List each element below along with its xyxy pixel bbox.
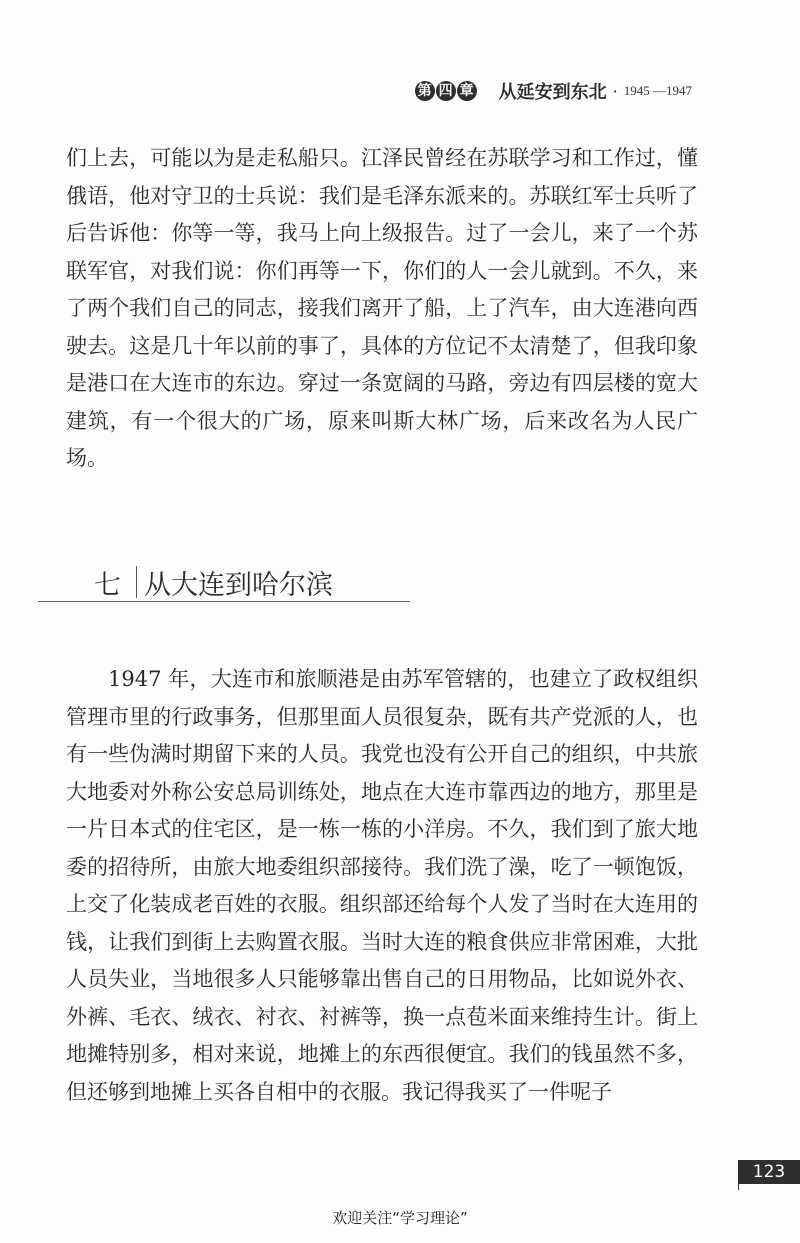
page-number-tick [738, 1184, 739, 1190]
section-number: 七 [94, 570, 121, 601]
chapter-badge [415, 81, 477, 101]
chapter-years: 1945 —1947 [623, 83, 692, 98]
section-divider [136, 566, 137, 598]
page-number: 123 [738, 1160, 800, 1184]
chapter-title: 从延安到东北 [498, 82, 607, 103]
chapter-char: 四 [436, 81, 456, 101]
chapter-char: 章 [457, 81, 477, 101]
running-header [415, 78, 692, 104]
body-paragraph-2: 1947 年，大连市和旅顺港是由苏军管辖的，也建立了政权组织管理市里的行政事务，但那里面人员很复杂，既有共产党派的人，也有一些伪满时期留下来的人员。我党也没有公开自己的组织，中共旅大地委对外称公安总局训练处，地点在大连市靠西边的地方，那里是一片日本式的住宅区，是一栋一栋的小洋房。不久，我们到了旅大地委的招待所，由旅大地委组织部接待。我们洗了澡，吃了一顿饱饭，上交了化装成老百姓的衣服。组织部还给每个人发了当时在大连用的钱，让我们到街上去购置衣服。当时大连的粮食供应非常困难，大批人员失业，当地很多人只能够靠出售自己的日用物品，比如说外衣、外裤、毛衣、绒衣、衬衣、衬裤等，换一点苞米面来维持生计。街上地摊特别多，相对来说，地摊上的东西很便宜。我们的钱虽然不多，但还够到地摊上买各自相中的衣服。我记得我买了一件呢子 [66, 667, 698, 1104]
section-title: 从大连到哈尔滨 [144, 570, 333, 601]
section-underline [38, 601, 410, 602]
body-paragraph-1: 们上去，可能以为是走私船只。江泽民曾经在苏联学习和工作过，懂俄语，他对守卫的士兵说：我们是毛泽东派来的。苏联红军士兵听了后告诉他：你等一等，我马上向上级报告。过了一会儿，来了一个苏联军官，对我们说：你们再等一下，你们的人一会儿就到。不久，来了两个我们自己的同志，接我们离开了船，上了汽车，由大连港向西驶去。这是几十年以前的事了，具体的方位记不太清楚了，但我印象是港口在大连市的东边。穿过一条宽阔的马路，旁边有四层楼的宽大建筑，有一个很大的广场，原来叫斯大林广场，后来改名为人民广场。 [66, 146, 698, 470]
chapter-char: 第 [415, 81, 435, 101]
section-heading [38, 560, 410, 602]
header-separator: · [612, 81, 618, 101]
footer-watermark: 欢迎关注“学习理论” [332, 1209, 468, 1227]
